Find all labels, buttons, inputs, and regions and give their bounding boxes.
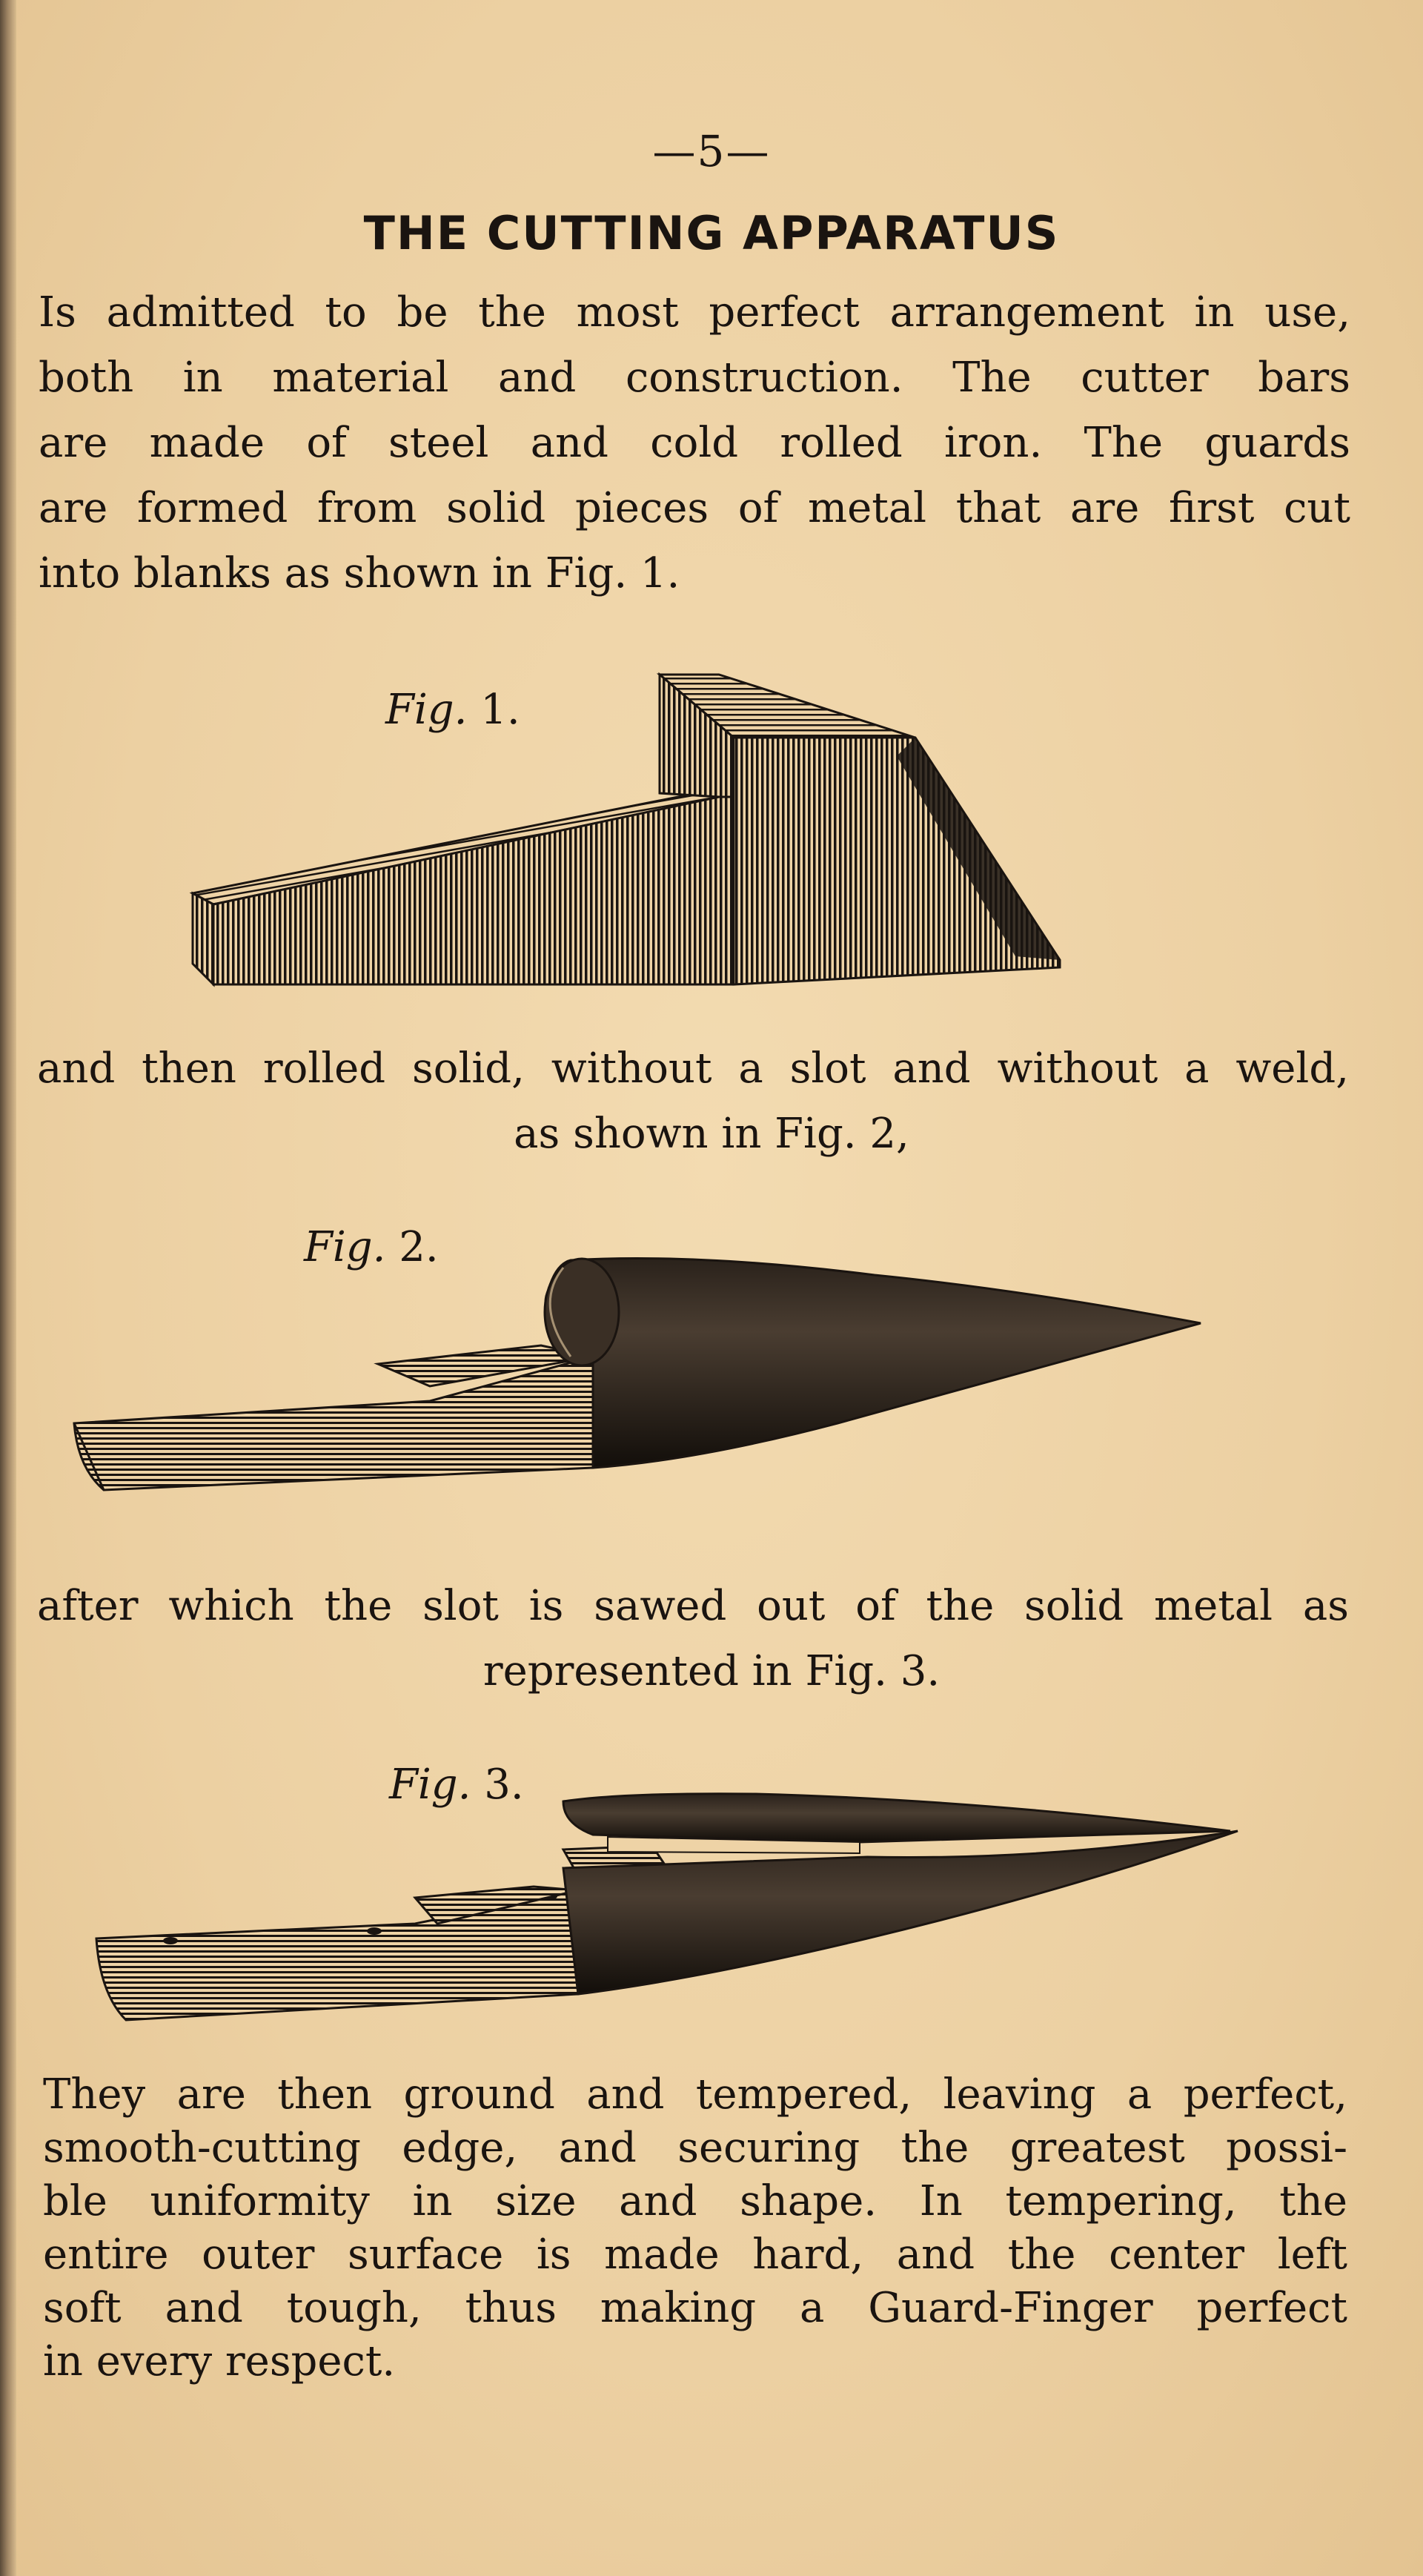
figure-2-number: 2. xyxy=(399,1223,439,1271)
intro-paragraph xyxy=(39,280,1350,606)
page-number: —5— xyxy=(652,126,771,176)
text-line: and then rolled solid, without a slot and without a weld, xyxy=(37,1044,1349,1093)
text-line: as shown in Fig. 2, xyxy=(514,1110,909,1158)
text-line: in every respect. xyxy=(43,2337,396,2385)
sawed-paragraph xyxy=(0,1574,1423,1704)
text-line: both in material and construction. The cutter bars xyxy=(39,354,1350,402)
figure-1-label: Fig. xyxy=(385,686,468,734)
figure-2-rolled-guard xyxy=(59,1245,1215,1505)
page-title: THE CUTTING APPARATUS xyxy=(363,206,1060,260)
text-line: ble uniformity in size and shape. In tempering, the xyxy=(43,2177,1347,2225)
book-spine-shadow xyxy=(0,0,16,2576)
figure-1-guard-blank xyxy=(185,667,1075,993)
text-line: are formed from solid pieces of metal that are first cut xyxy=(39,484,1350,532)
text-line: after which the slot is sawed out of the solid metal as xyxy=(37,1582,1349,1630)
figure-2-label: Fig. xyxy=(304,1223,386,1271)
figure-3-number: 3. xyxy=(484,1761,524,1809)
text-line: into blanks as shown in Fig. 1. xyxy=(39,549,680,597)
text-line: represented in Fig. 3. xyxy=(482,1647,941,1695)
text-line: Is admitted to be the most perfect arrangement in use, xyxy=(39,288,1350,337)
text-line: entire outer surface is made hard, and the center left xyxy=(43,2231,1347,2279)
figure-1-number: 1. xyxy=(480,686,520,734)
text-line: are made of steel and cold rolled iron. The guards xyxy=(39,419,1350,467)
figure-3-slotted-guard xyxy=(89,1779,1245,2031)
text-line: They are then ground and tempered, leaving a perfect, xyxy=(43,2070,1347,2119)
tempering-paragraph xyxy=(43,2068,1347,2388)
rolled-paragraph xyxy=(0,1036,1423,1167)
text-line: smooth-cutting edge, and securing the greatest possi- xyxy=(43,2124,1347,2172)
figure-3-label: Fig. xyxy=(389,1761,471,1809)
text-line: soft and tough, thus making a Guard-Finger perfect xyxy=(43,2284,1347,2332)
